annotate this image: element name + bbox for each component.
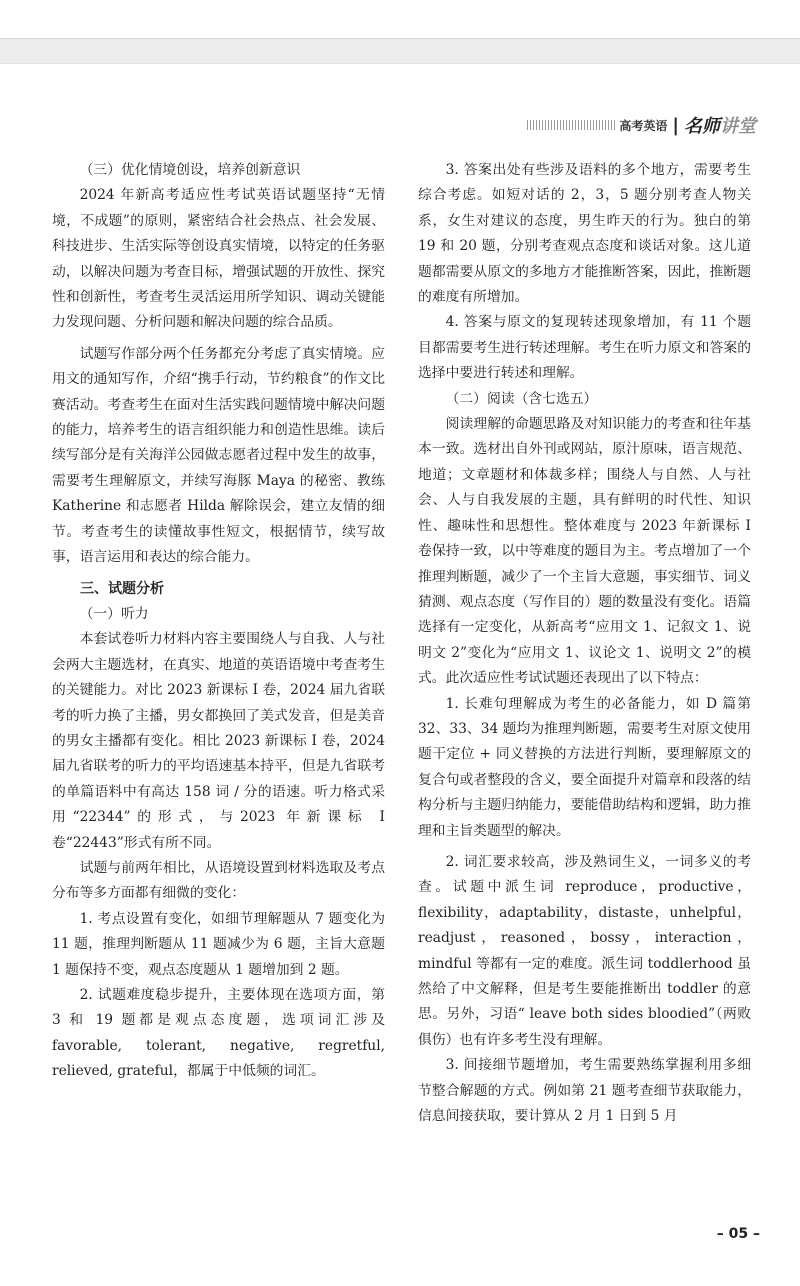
- subheading-listening: （一）听力: [79, 605, 149, 622]
- header-brand: [684, 112, 756, 138]
- right-column: [418, 158, 751, 1129]
- paragraph: 试题与前两年相比，从语境设置到材料选取及考点分布等多方面都有细微的变化：: [52, 859, 385, 902]
- subheading-scenario: （三）优化情境创设，培养创新意识: [79, 162, 301, 178]
- paragraph: 2. 词汇要求较高，涉及熟词生义，一词多义的考查。试题中派生词 reproduce，productive，flexibility，adaptability，distaste，unhelpful，readjust，reasoned，bossy，interaction，mindful 等都有一定的难度。派生词 toddlerhood 虽然给了中文解释，但是考生要能推断出 toddler 的意思。另外，习语“ leave both sides bloodied”（两败俱伤）也有许多考生没有理解。: [418, 853, 751, 1048]
- paragraph: 1. 长难句理解成为考生的必备能力，如 D 篇第 32、33、34 题均为推理判断题，需要考生对原文使用题干定位 + 同义替换的方法进行判断，要理解原文的复合句或者整段的含义，要全面提升对篇章和段落的结构分析与主题归纳能力，要能借助结构和逻辑，助力推理和主旨类题型的解决。: [418, 695, 751, 839]
- header-section-label: 高考英语: [619, 118, 668, 133]
- paragraph: 1. 考点设置有变化，如细节理解题从 7 题变化为 11 题，推理判断题从 11 题减少为 6 题，主旨大意题 1 题保持不变，观点态度题从 1 题增加到 2 题。: [52, 910, 385, 978]
- paragraph: 4. 答案与原文的复现转述现象增加，有 11 个题目都需要考生进行转述理解。考生在听力原文和答案的选择中要进行转述和理解。: [418, 314, 751, 382]
- paragraph: 3. 间接细节题增加，考生需要熟练掌握利用多细节整合解题的方式。例如第 21 题考查细节获取能力，信息间接获取，要计算从 2 月 1 日到 5 月: [418, 1057, 751, 1125]
- paragraph: 阅读理解的命题思路及对知识能力的考查和往年基本一致。选材出自外刊或网站，原汁原味，语言规范、地道；文章题材和体裁多样；围绕人与自然、人与社会、人与自我发展的主题，具有鲜明的时代性、知识性、趣味性和思想性。整体难度与 2023 年新课标 Ⅰ 卷保持一致，以中等难度的题目为主。考点增加了一个推理判断题，减少了一个主旨大意题，事实细节、词义猜测、观点态度（写作目的）题的数量没有变化。语篇选择有一定变化，从新高考“应用文 1、记叙文 1、说明文 2”变化为“应用文 1、议论文 1、说明文 2”的模式。此次适应性考试试题还表现出了以下特点：: [418, 416, 751, 687]
- paragraph: 本套试卷听力材料内容主要围绕人与自我、人与社会两大主题选材，在真实、地道的英语语境中考查考生的关键能力。对比 2023 新课标 Ⅰ 卷，2024 届九省联考的听力换了主播，男女都换回了美式发音，但是美音的男女主播都有变化。相比 2023 新课标 Ⅰ 卷，2024 届九省联考的听力的平均语速基本持平，但是九省联考的单篇语料中有高达 158 词 / 分的语速。听力格式采用“22344”的形式，与2023 年新课标 Ⅰ 卷“22443”形式有所不同。: [52, 631, 385, 851]
- running-header: [527, 112, 756, 138]
- header-brand-main: 名师: [684, 116, 720, 137]
- paragraph: 试题写作部分两个任务都充分考虑了真实情境。应用文的通知写作，介绍“携手行动，节约粮食”的作文比赛活动。考查考生在面对生活实践问题情境中解决问题的能力，培养考生的语言组织能力和创造性思维。读后续写部分是有关海洋公园做志愿者过程中发生的故事，需要考生理解原文，并续写海豚 Maya 的秘密、教练 Katherine 和志愿者 Hilda 解除误会，建立友情的细节。考查考生的读懂故事性短文，根据情节，续写故事，语言运用和表达的综合能力。: [52, 345, 385, 566]
- header-hatch-decoration: [527, 120, 615, 130]
- header-brand-accent: 讲堂: [720, 116, 756, 137]
- page-number: – 05 –: [716, 1226, 760, 1242]
- subheading-reading: （二）阅读（含七选五）: [445, 390, 598, 407]
- left-column: [52, 158, 385, 1085]
- top-band: [0, 38, 800, 64]
- section-title: 三、试题分析: [80, 580, 164, 597]
- paragraph: 2024 年新高考适应性考试英语试题坚持“无情境，不成题”的原则，紧密结合社会热点、社会发展、科技进步、生活实际等创设真实情境，以特定的任务驱动，以解决问题为考查目标，增强试题的开放性、探究性和创新性，考查考生灵活运用所学知识、调动关键能力发现问题、分析问题和解决问题的综合品质。: [52, 187, 385, 331]
- header-divider-bar: |: [672, 114, 679, 136]
- paragraph: 3. 答案出处有些涉及语料的多个地方，需要考生综合考虑。如短对话的 2，3，5 题分别考查人物关系，女生对建议的态度，男生昨天的行为。独白的第 19 和 20 题，分别考查观点态度和谈话对象。这儿道题都需要从原文的多地方才能推断答案，因此，推断题的难度有所增加。: [418, 162, 751, 306]
- paragraph: 2. 试题难度稳步提升，主要体现在选项方面，第 3 和 19 题都是观点态度题，选项词汇涉及 favorable, tolerant, negative, regretful, relieved, grateful，都属于中低频的词汇。: [52, 987, 385, 1080]
